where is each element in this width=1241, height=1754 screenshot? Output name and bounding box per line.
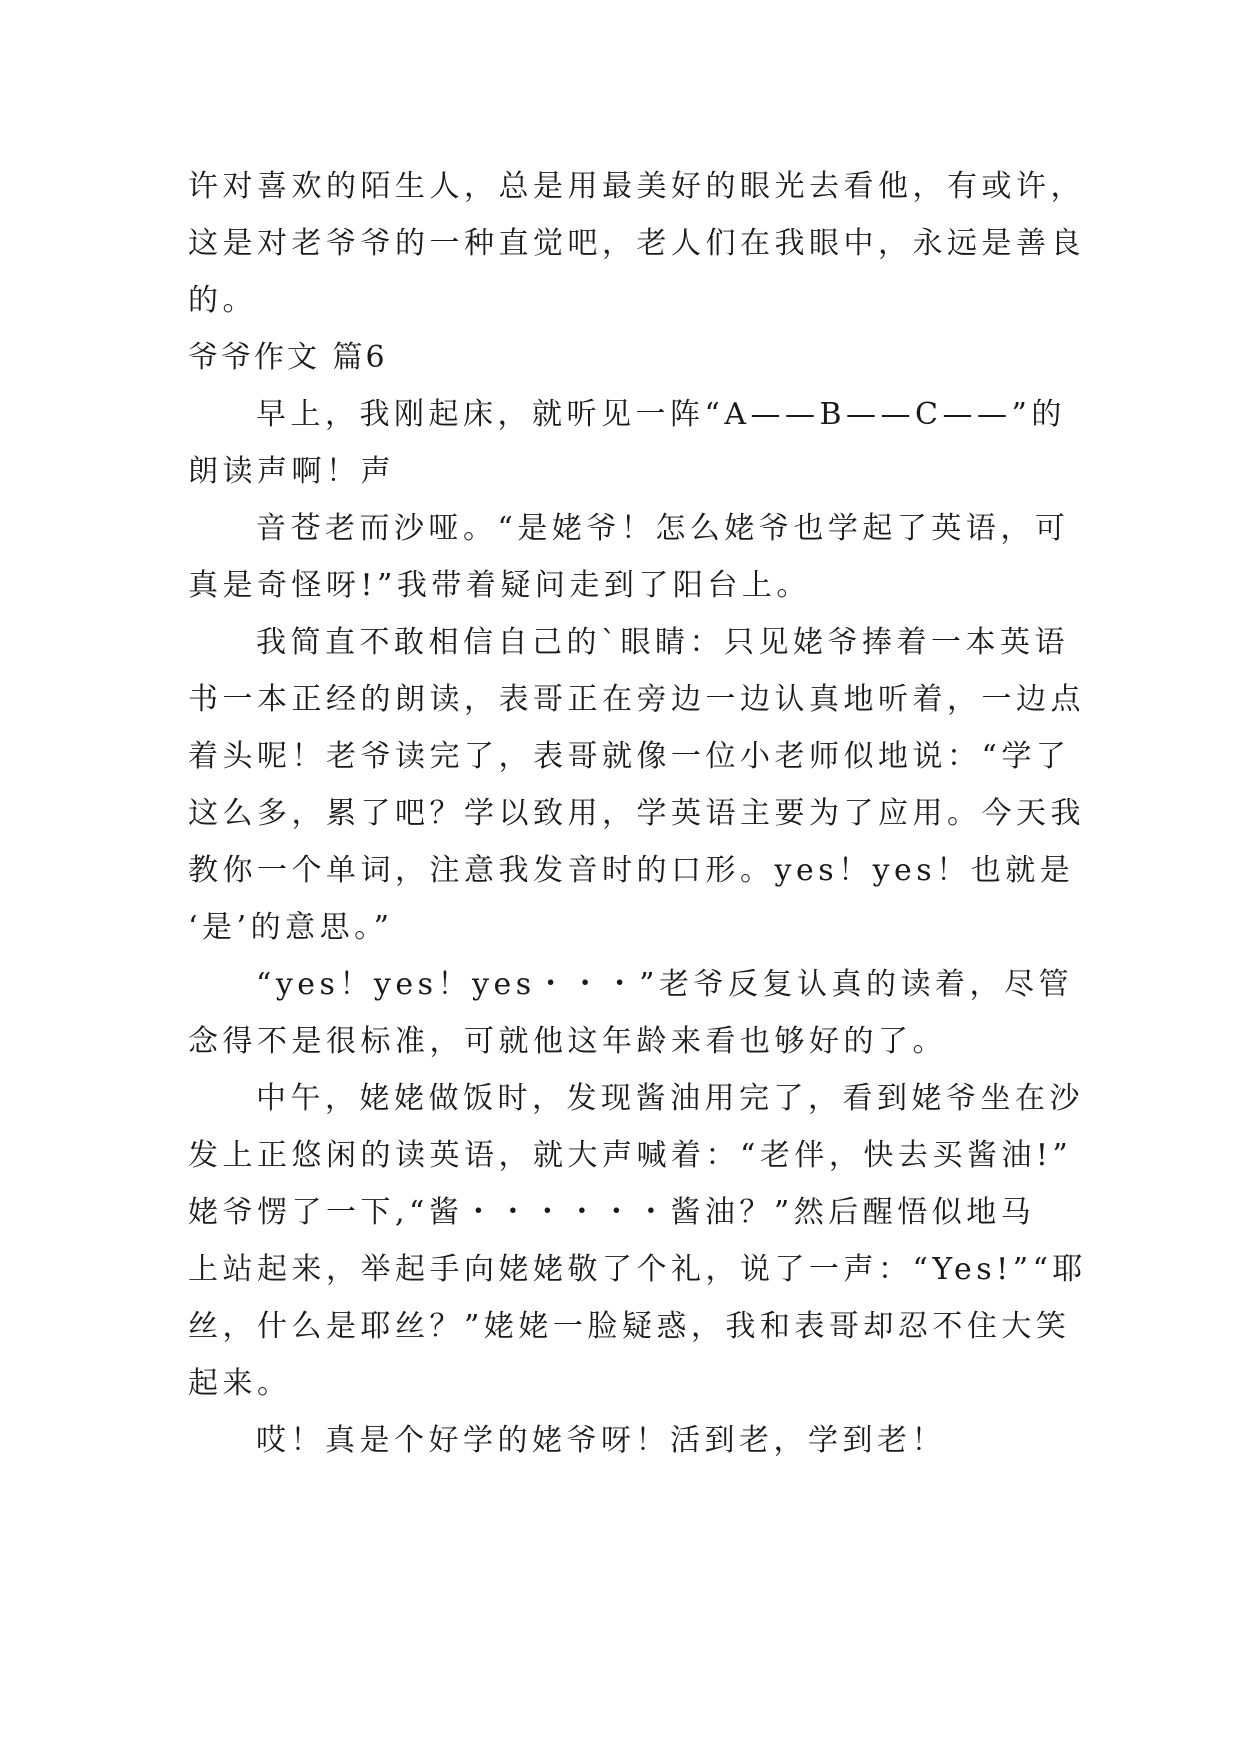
text-line: 姥爷愣了一下,“酱・・・・・・酱油？”然后醒悟似地马 xyxy=(188,1195,1036,1230)
section-title: 爷爷作文 篇6 xyxy=(188,340,388,375)
text-line: 许对喜欢的陌生人，总是用最美好的眼光去看他，有或许， xyxy=(188,169,1085,204)
text-line: 上站起来，举起手向姥姥敬了个礼，说了一声：“Yes!”“耶 xyxy=(188,1252,1087,1287)
text-line: 这么多，累了吧？学以致用，学英语主要为了应用。今天我 xyxy=(188,796,1085,831)
text-line: 中午，姥姥做饭时，发现酱油用完了，看到姥爷坐在沙 xyxy=(256,1081,1084,1116)
text-line: 哎！真是个好学的姥爷呀！活到老，学到老！ xyxy=(256,1423,946,1458)
text-line: 教你一个单词，注意我发音时的口形。yes！yes！也就是 xyxy=(188,853,1075,888)
text-line: 真是奇怪呀!”我带着疑问走到了阳台上。 xyxy=(188,568,811,603)
text-line: 朗读声啊！声 xyxy=(188,454,395,489)
text-line: 书一本正经的朗读，表哥正在旁边一边认真地听着，一边点 xyxy=(188,682,1085,717)
text-line: 的。 xyxy=(188,283,257,318)
text-line: 念得不是很标准，可就他这年龄来看也够好的了。 xyxy=(188,1024,947,1059)
document-body xyxy=(188,158,1087,1469)
text-line: 发上正悠闲的读英语，就大声喊着：“老伴，快去买酱油!” xyxy=(188,1138,1073,1173)
text-line: 早上，我刚起床，就听见一阵“A——B——C——”的 xyxy=(256,397,1066,432)
text-line: 我简直不敢相信自己的`眼睛：只见姥爷捧着一本英语 xyxy=(256,625,1069,660)
text-line: 起来。 xyxy=(188,1366,292,1401)
text-line: 音苍老而沙哑。“是姥爷！怎么姥爷也学起了英语，可 xyxy=(256,511,1070,546)
text-line: 着头呢！老爷读完了，表哥就像一位小老师似地说：“学了 xyxy=(188,739,1071,774)
text-line: ‘是’的意思。” xyxy=(188,910,394,945)
text-line: 丝，什么是耶丝？”姥姥一脸疑惑，我和表哥却忍不住大笑 xyxy=(188,1309,1071,1344)
text-line: 这是对老爷爷的一种直觉吧，老人们在我眼中，永远是善良 xyxy=(188,226,1085,261)
text-line: “yes！yes！yes・・・”老爷反复认真的读着，尽管 xyxy=(256,967,1073,1002)
